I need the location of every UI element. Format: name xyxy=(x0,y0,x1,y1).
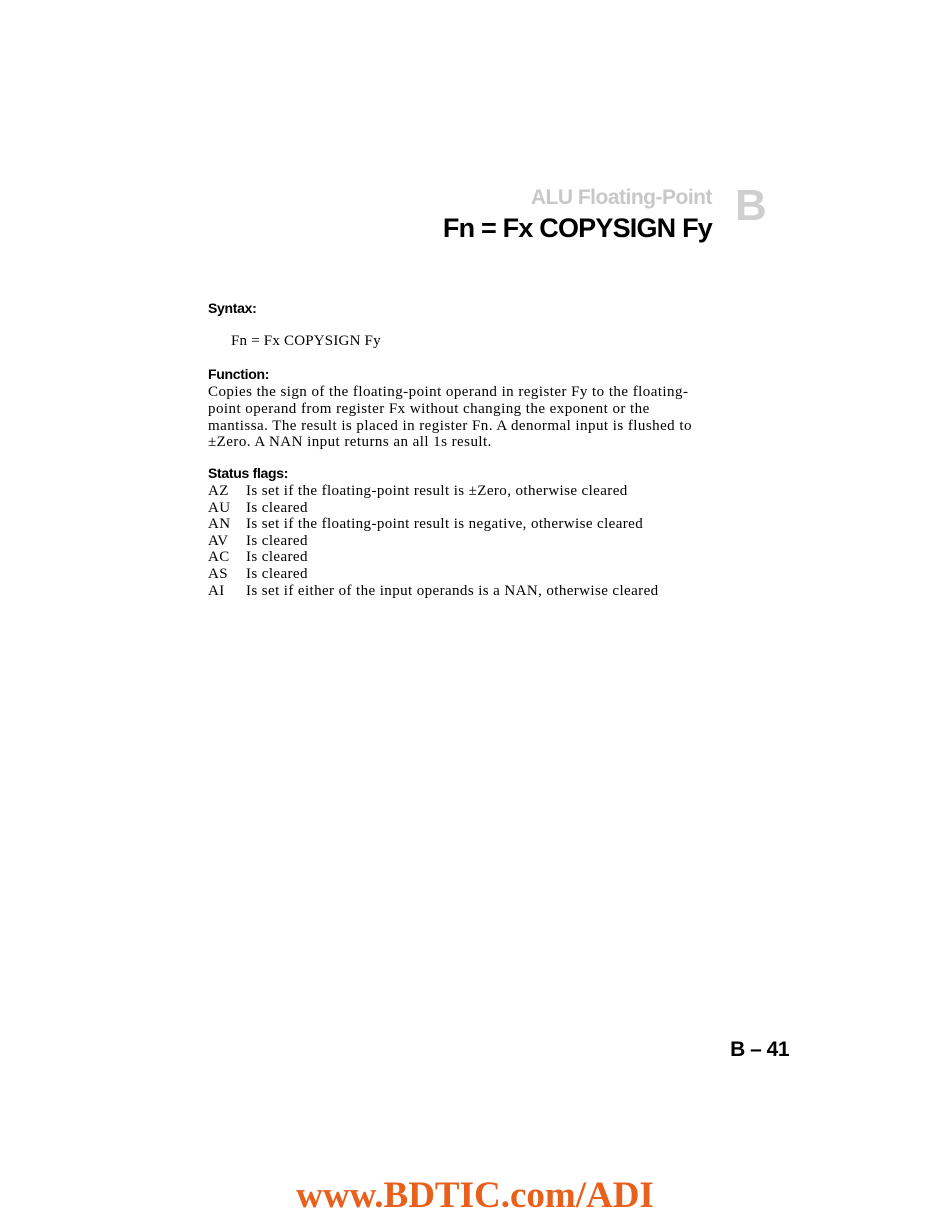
flag-code: AU xyxy=(208,499,231,516)
flag-code: AV xyxy=(208,532,229,549)
syntax-code: Fn = Fx COPYSIGN Fy xyxy=(231,333,381,349)
page-number: B – 41 xyxy=(730,1038,789,1061)
syntax-heading: Syntax: xyxy=(208,300,257,316)
flag-description: Is set if the floating-point result is negative, otherwise cleared xyxy=(246,516,644,533)
page-title: Fn = Fx COPYSIGN Fy xyxy=(442,213,712,243)
status-flags-list xyxy=(208,483,659,599)
flag-row-az xyxy=(208,483,659,500)
function-heading: Function: xyxy=(208,366,270,382)
function-description: Copies the sign of the floating-point operand in register Fy to the floating-point operand from register Fx without changing the exponent or the mantissa. The result is placed in register Fn. A denormal input is flushed to ±Zero. A NAN input returns an all 1s result. xyxy=(208,384,692,451)
flag-row-an xyxy=(208,516,659,533)
watermark-link[interactable]: www.BDTIC.com/ADI xyxy=(296,1175,654,1216)
flag-row-av xyxy=(208,533,659,550)
flag-description: Is cleared xyxy=(246,549,308,566)
flag-code: AC xyxy=(208,549,230,566)
flag-description: Is cleared xyxy=(246,499,308,516)
flag-description: Is cleared xyxy=(246,532,308,549)
flag-row-ai xyxy=(208,583,659,600)
flag-row-au xyxy=(208,500,659,517)
flag-description: Is set if either of the input operands is a NAN, otherwise cleared xyxy=(246,582,659,599)
flag-description: Is cleared xyxy=(246,565,308,582)
appendix-letter: B xyxy=(735,181,767,230)
flag-row-ac xyxy=(208,549,659,566)
flag-code: AS xyxy=(208,565,228,582)
flag-code: AI xyxy=(208,582,225,599)
flag-row-as xyxy=(208,566,659,583)
flag-code: AZ xyxy=(208,483,229,499)
flag-description: Is set if the floating-point result is ±Zero, otherwise cleared xyxy=(246,483,628,499)
section-label: ALU Floating-Point xyxy=(530,186,712,209)
status-flags-heading: Status flags: xyxy=(208,465,289,481)
flag-code: AN xyxy=(208,516,231,533)
